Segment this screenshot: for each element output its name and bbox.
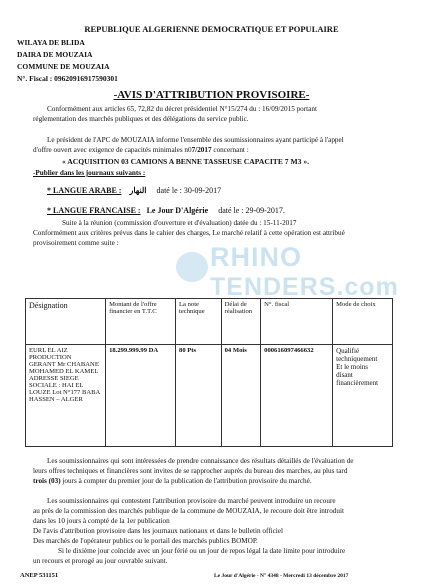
- intro-line-2: réglementation des marchés publiques et des délégations du service public.: [33, 115, 249, 123]
- cell-amount: 18.299.999.99 DA: [106, 345, 176, 447]
- president-line-1: Le président de l'APC de MOUZAIA informe l'ensemble des soumissionnaires ayant participé à l'appel: [47, 136, 344, 144]
- anep-reference: ANEP 531151: [20, 572, 59, 579]
- appeal-line-1: Les soumissionnaires qui contestent l'attribution provisoire du marché peuvent introduire un recoure: [47, 497, 336, 505]
- cell-delay: 04 Mois: [221, 345, 261, 447]
- criteria-line-2: provisoirement comme suite :: [33, 239, 119, 247]
- press-arabic: * LANGUE ARABE : النهار daté le : 30-09-2017: [47, 186, 222, 195]
- appeal-line-3: dans les 10 jours à compté de la 1er publication: [33, 517, 170, 525]
- meeting-line: Suite à la réunion (commission d'ouverture et d'évaluation) datée du : 15-11-2017: [62, 219, 297, 227]
- col-note: La note technique: [176, 299, 222, 345]
- notice-title: -AVIS D'ATTRIBUTION PROVISOIRE-: [113, 89, 310, 101]
- cell-mode: Qualifié techniquement Et le moins disant financièrement: [333, 345, 393, 447]
- col-designation: Désignation: [26, 299, 106, 345]
- republic-heading: REPUBLIQUE ALGERIENNE DEMOCRATIQUE ET POPULAIRE: [84, 24, 339, 34]
- col-fiscal: N°. fiscal: [261, 299, 333, 345]
- president-line-2: d'offre ouvert avec exigence de capacités minimales n07/2017 concernant :: [33, 146, 249, 154]
- cell-note: 80 Pts: [176, 345, 222, 447]
- journal-reference: Le Jour d'Algérie - N° 4348 - Mercredi 13 décembre 2017: [214, 573, 349, 579]
- award-table: [25, 298, 393, 447]
- appeal-line-2: au près de la commission des marchés publique de la commune de MOUZAIA, le recoure doit être introduit: [33, 507, 344, 515]
- table-header-row: [26, 299, 393, 345]
- daira-label: DAIRA DE MOUZAIA: [17, 50, 93, 59]
- watermark: RHINO TENDERS.com: [210, 242, 399, 301]
- publication-heading: -Publier dans les journaux suivants :: [33, 169, 146, 177]
- appeal-line-7: un recours et prorogé au jour ouvrable suivant.: [33, 557, 168, 565]
- appeal-line-5: Des marchés de l'opérateur publics ou le portail des marchés publics BOMOP.: [33, 537, 258, 545]
- results-line-2: leurs offres techniques et financières sont invites de se rapprocher auprès du bureau des marches, au plus tard: [33, 467, 348, 475]
- cell-fiscal: 000616097466632: [261, 345, 333, 447]
- cell-designation: EURL EL AIZ PRODUCTION GERANT Mr CHABANE MOHAMED EL KAMEL ADRESSE SIEGE SOCIALE : HAI EL LOUZE Lot N°177 BABA HASSEN – ALGER: [26, 345, 106, 447]
- watermark-logo: [176, 252, 208, 282]
- commune-label: COMMUNE DE MOUZAIA: [17, 62, 110, 71]
- fiscal-number: N°. Fiscal : 09620916917590301: [17, 74, 118, 83]
- col-mode: Mode de choix: [333, 299, 393, 345]
- appeal-line-6: Si le dixième jour coïncide avec un jour férié ou un jour de repos légal la date limite pour introduire: [58, 547, 346, 555]
- wilaya-label: WILAYA DE BLIDA: [17, 38, 85, 47]
- col-delay: Délai de réalisation: [221, 299, 261, 345]
- results-line-3: trois (03) jours à compter du premier jour de la publication de l'attribution provisoire du marché.: [33, 477, 312, 485]
- criteria-line-1: Conformément aux critères prévus dans le cahier des charges, Le marché relatif à cette opération est attribué: [33, 229, 345, 237]
- col-amount: Montant de l'offre financier en T.T.C: [106, 299, 176, 345]
- results-line-1: Les soumissionnaires qui sont intéressées de prendre connaissance des résultats détaillés de l'évaluation de: [47, 457, 354, 465]
- appeal-line-4: De l'avis d'attribution provisoire dans les journaux nationaux et dans le bulletin officiel: [33, 527, 283, 535]
- press-french: * LANGUE FRANCAISE : Le Jour D'Algérie daté le : 29-09-2017.: [47, 206, 285, 215]
- intro-line-1: Conformément aux articles 65, 72,82 du décret présidentiel N°15/274 du : 16/09/2015 portant: [47, 105, 317, 113]
- table-row: [26, 345, 393, 447]
- contract-object: « ACQUISITION 03 CAMIONS A BENNE TASSEUSE CAPACITE 7 M3 ».: [62, 157, 310, 166]
